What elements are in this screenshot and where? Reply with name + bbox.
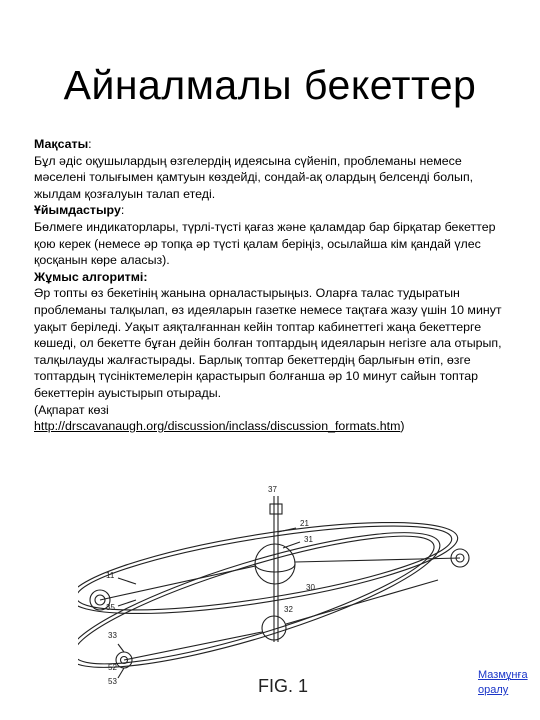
goal-heading: Мақсаты	[34, 137, 89, 151]
goal-paragraph	[34, 136, 504, 153]
figure-label: 21	[300, 519, 309, 528]
slide-title: Айналмалы бекеттер	[63, 62, 477, 108]
figure-caption: FIG. 1	[258, 676, 309, 696]
shaft-top-cap	[270, 504, 282, 514]
goal-text: Бұл әдіс оқушылардың өзгелердің идеясына сүйеніп, проблеманы немесе мәселені толығымен қамтуын көздейді, сондай-ақ олардың белсенді болып, жылдам қозғалуын талап етеді.	[34, 153, 474, 201]
org-paragraph	[34, 202, 504, 219]
lower-orbit-ring-inner	[78, 513, 444, 688]
figure-label: 31	[304, 535, 313, 544]
central-sphere	[255, 544, 295, 584]
figure-label: 32	[284, 605, 293, 614]
figure-label: 33	[108, 631, 117, 640]
figure-label: 30	[306, 583, 315, 592]
figure-label: 35	[106, 603, 115, 612]
figure-label: 52	[108, 663, 117, 672]
source-label: (Ақпарат көзі	[34, 402, 109, 417]
upper-orbit-ring	[78, 504, 463, 632]
org-heading: Ұйымдастыру	[34, 203, 121, 218]
figure-label: 11	[106, 571, 115, 580]
source-link[interactable]: http://drscavanaugh.org/discussion/inclass/discussion_formats.htm	[34, 419, 401, 434]
figure-label: 37	[268, 485, 277, 494]
goal-colon: :	[88, 137, 92, 151]
upper-orbit-ring-inner	[78, 509, 456, 628]
algo-heading: Жұмыс алгоритмі:	[34, 269, 148, 284]
patent-figure	[78, 482, 498, 702]
slide-body	[34, 136, 504, 435]
algo-text: Әр топты өз бекетінің жанына орналастырыңыз. Оларға талас тудыратын проблеманы талқылап, өз идеяларын газетке немесе тақтаға жазу үшін 10 минут уақыт беріледі. Уақыт аяқталғаннан кейін топтар кабинеттегі жаңа бекеттерге көшеді, ол бекетте бұған дейін болған топтардың идеяларын негізге ала отырып, талқылауды жалғастырады. Барлық топтар бекеттердің барлығын өтіп, өзге топтардың түсініктемелерін қарастырып болғанша әр 10 минут сайын топтар бекеттерін ауыстырып отырады.	[34, 286, 502, 400]
org-text: Бөлмеге индикаторлары, түрлі-түсті қағаз және қаламдар бар бірқатар бекеттер қою керек (немесе әр топқа әр түсті қалам беріңіз, осылайша кім қандай үлес қосқанын көре аласыз).	[34, 219, 496, 268]
lower-orbit-ring	[78, 507, 451, 693]
figure-label: 53	[108, 677, 117, 686]
source-close: )	[400, 419, 405, 434]
source-line	[34, 418, 504, 435]
org-colon: :	[120, 203, 125, 218]
back-to-contents-link[interactable]: Мазмұнға оралу	[478, 669, 528, 696]
